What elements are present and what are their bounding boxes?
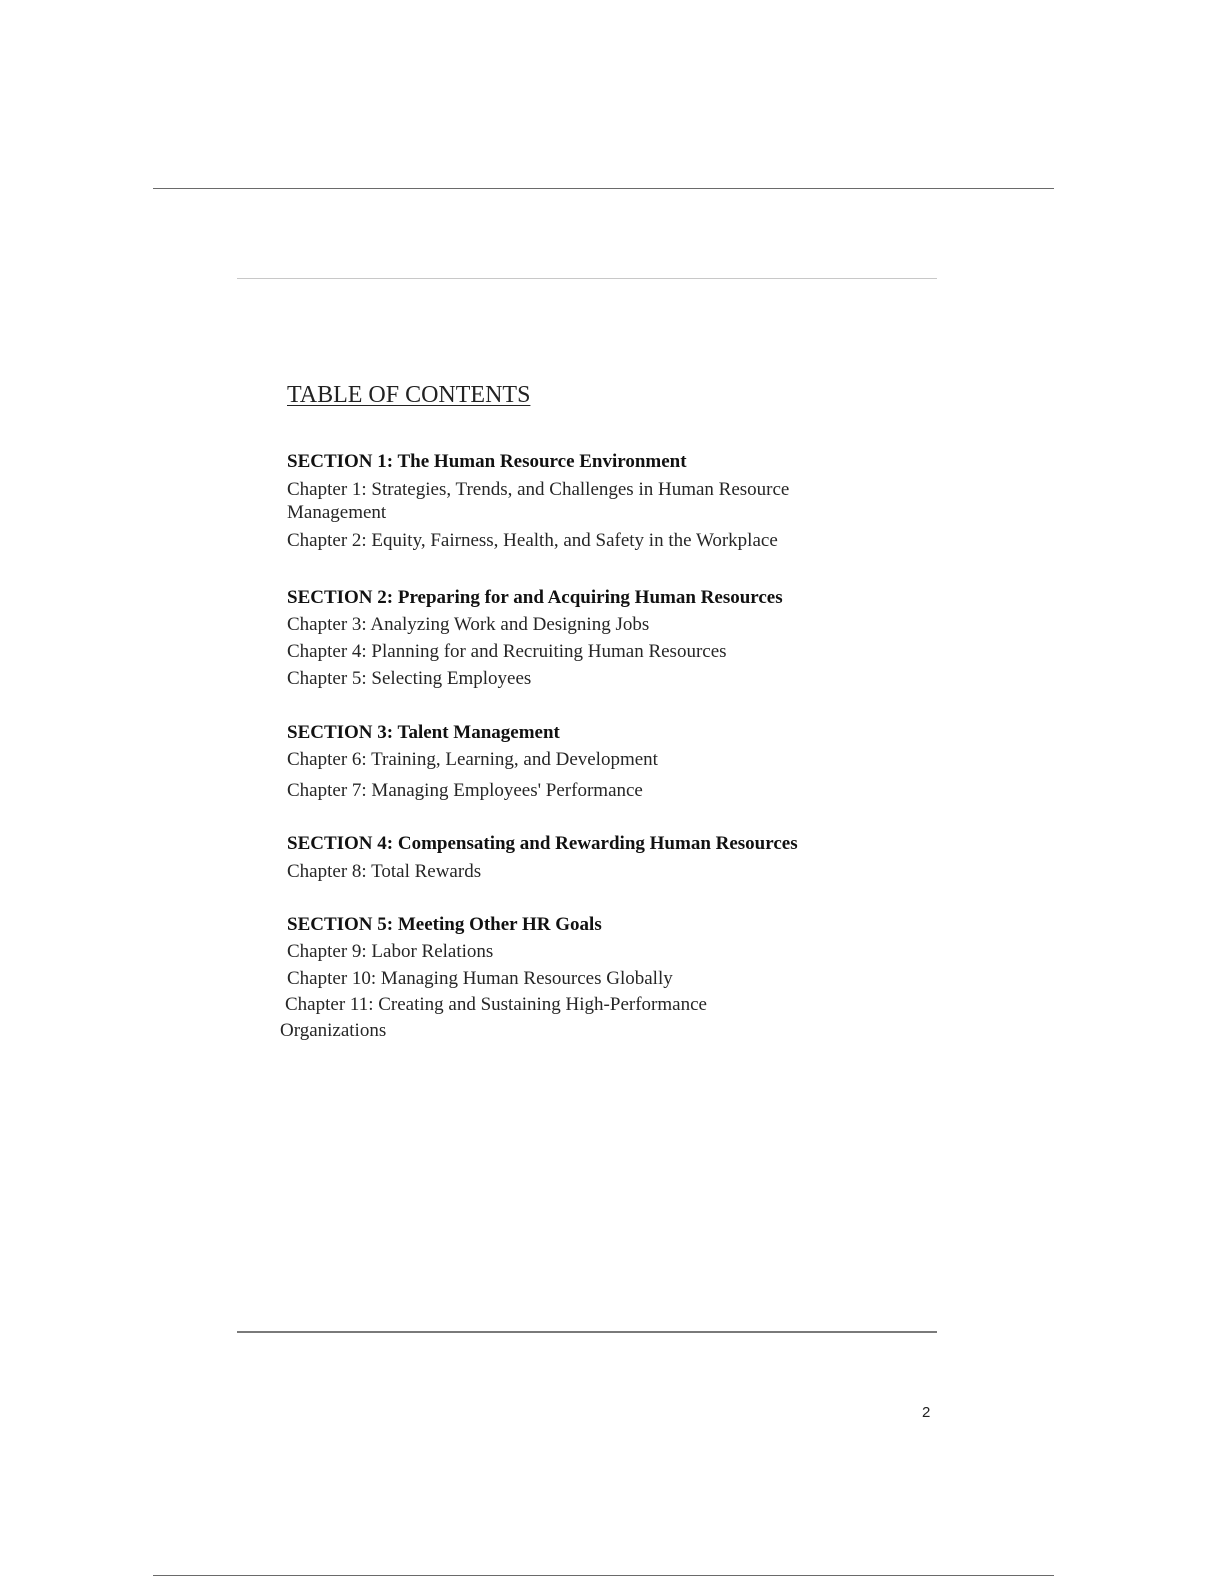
toc-title: TABLE OF CONTENTS xyxy=(287,382,531,408)
chapter-1-line-2: Management xyxy=(287,502,387,523)
page-number: 2 xyxy=(922,1404,931,1421)
chapter-11-line-2: Organizations xyxy=(280,1020,387,1041)
chapter-4: Chapter 4: Planning for and Recruiting Human Resources xyxy=(287,641,727,662)
top-page-divider xyxy=(153,188,1054,189)
chapter-7: Chapter 7: Managing Employees' Performance xyxy=(287,780,643,801)
section-heading-5: SECTION 5: Meeting Other HR Goals xyxy=(287,914,602,935)
chapter-11-line-1: Chapter 11: Creating and Sustaining High-Performance xyxy=(285,994,707,1015)
section-heading-3: SECTION 3: Talent Management xyxy=(287,722,560,743)
chapter-3: Chapter 3: Analyzing Work and Designing Jobs xyxy=(287,614,650,635)
header-rule xyxy=(237,278,937,279)
bottom-page-divider xyxy=(153,1575,1054,1576)
chapter-10: Chapter 10: Managing Human Resources Globally xyxy=(287,968,673,989)
chapter-6: Chapter 6: Training, Learning, and Development xyxy=(287,749,658,770)
section-heading-4: SECTION 4: Compensating and Rewarding Human Resources xyxy=(287,833,798,854)
chapter-9: Chapter 9: Labor Relations xyxy=(287,941,494,962)
chapter-2: Chapter 2: Equity, Fairness, Health, and Safety in the Workplace xyxy=(287,530,778,551)
section-heading-1: SECTION 1: The Human Resource Environment xyxy=(287,451,687,472)
chapter-8: Chapter 8: Total Rewards xyxy=(287,861,482,882)
chapter-5: Chapter 5: Selecting Employees xyxy=(287,668,532,689)
section-heading-2: SECTION 2: Preparing for and Acquiring Human Resources xyxy=(287,587,783,608)
footer-rule xyxy=(237,1331,937,1333)
chapter-1-line-1: Chapter 1: Strategies, Trends, and Challenges in Human Resource xyxy=(287,479,790,500)
